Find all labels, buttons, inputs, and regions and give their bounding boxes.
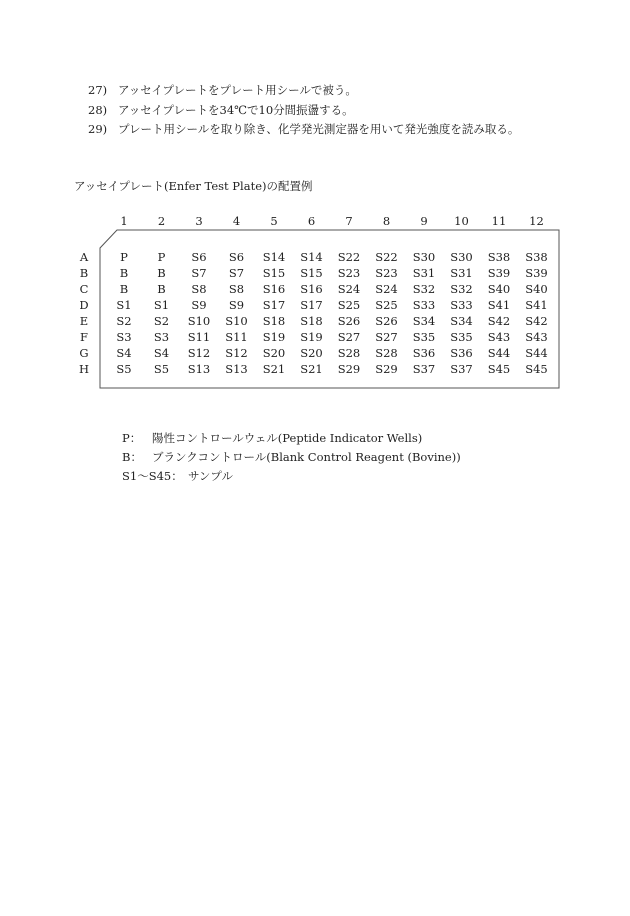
well-cell: S29 xyxy=(337,362,361,376)
well-cell: S21 xyxy=(262,362,286,376)
legend-key: B： xyxy=(122,450,142,464)
well-cell: S17 xyxy=(262,298,286,312)
well-cell: S33 xyxy=(450,298,473,312)
well-cell: S6 xyxy=(228,250,245,264)
well-cell: S10 xyxy=(225,314,248,328)
well-cell: S6 xyxy=(191,250,207,264)
column-header: 10 xyxy=(454,214,469,228)
well-cell: S5 xyxy=(153,362,170,376)
well-cell: S25 xyxy=(375,298,398,312)
well-cell: S15 xyxy=(262,266,286,280)
row-label: E xyxy=(79,314,89,328)
well-cell: S11 xyxy=(187,330,211,344)
well-cell: S14 xyxy=(300,250,323,264)
well-cell: P xyxy=(157,250,166,264)
well-cell: S14 xyxy=(262,250,286,264)
well-cell: S23 xyxy=(375,266,398,280)
well-cell: S42 xyxy=(487,314,511,328)
column-header: 2 xyxy=(157,214,166,228)
legend-b xyxy=(122,449,461,465)
well-cell: S1 xyxy=(153,298,170,312)
well-cell: S11 xyxy=(225,330,248,344)
well-cell: S43 xyxy=(525,330,548,344)
well-cell: B xyxy=(119,282,129,296)
well-cell: S34 xyxy=(450,314,473,328)
well-cell: S4 xyxy=(153,346,170,360)
column-header: 7 xyxy=(345,214,353,228)
well-cell: S28 xyxy=(375,346,398,360)
well-cell: S30 xyxy=(412,250,436,264)
well-cell: S26 xyxy=(337,314,361,328)
well-cell: B xyxy=(119,266,129,280)
step-text: プレート用シールを取り除き、化学発光測定器を用いて発光強度を読み取る。 xyxy=(118,122,520,136)
well-cell: S12 xyxy=(225,346,248,360)
step-number: 29) xyxy=(88,122,108,136)
legend-s xyxy=(122,468,233,484)
well-cell: S27 xyxy=(337,330,361,344)
legend-text: 陽性コントロールウェル(Peptide Indicator Wells) xyxy=(152,431,423,445)
well-cell: S32 xyxy=(450,282,473,296)
well-cell: S27 xyxy=(375,330,398,344)
well-cell: P xyxy=(120,250,128,264)
well-cell: S20 xyxy=(262,346,286,360)
well-cell: S19 xyxy=(262,330,286,344)
well-cell: S40 xyxy=(487,282,511,296)
well-cell: S35 xyxy=(412,330,436,344)
column-header: 6 xyxy=(307,214,316,228)
well-cell: S10 xyxy=(187,314,211,328)
well-cell: S25 xyxy=(337,298,361,312)
well-cell: S16 xyxy=(300,282,323,296)
well-cell: S40 xyxy=(525,282,548,296)
well-cell: S18 xyxy=(262,314,286,328)
row-label: D xyxy=(79,298,89,312)
well-cell: S4 xyxy=(116,346,132,360)
well-cell: B xyxy=(157,282,166,296)
well-cell: S22 xyxy=(337,250,361,264)
column-header: 1 xyxy=(120,214,128,228)
well-cell: S34 xyxy=(412,314,436,328)
well-cell: S38 xyxy=(487,250,511,264)
well-cell: S37 xyxy=(412,362,436,376)
well-cell: S21 xyxy=(300,362,323,376)
well-cell: S16 xyxy=(262,282,286,296)
well-cell: S3 xyxy=(153,330,170,344)
well-cell: S15 xyxy=(300,266,323,280)
well-cell: S32 xyxy=(412,282,436,296)
legend-key: S1～S45： xyxy=(122,469,183,483)
well-cell: S8 xyxy=(228,282,245,296)
legend-text: サンプル xyxy=(188,469,233,483)
well-cell: S2 xyxy=(153,314,170,328)
well-cell: S45 xyxy=(487,362,511,376)
well-cell: S45 xyxy=(525,362,548,376)
well-cell: S35 xyxy=(450,330,473,344)
layout-title: アッセイプレート(Enfer Test Plate)の配置例 xyxy=(74,179,313,193)
well-cell: S33 xyxy=(412,298,436,312)
step-number: 27) xyxy=(88,83,108,97)
column-header: 12 xyxy=(529,214,544,228)
well-cell: S23 xyxy=(337,266,361,280)
well-cell: S13 xyxy=(187,362,211,376)
step-text: アッセイプレートを34℃で10分間振盪する。 xyxy=(118,103,354,117)
row-label: C xyxy=(79,282,89,296)
well-cell: S42 xyxy=(525,314,548,328)
row-label: F xyxy=(80,330,88,344)
legend-p xyxy=(122,430,422,446)
well-cell: S30 xyxy=(450,250,473,264)
well-cell: S28 xyxy=(337,346,361,360)
well-cell: S2 xyxy=(116,314,132,328)
well-cell: S13 xyxy=(225,362,248,376)
well-cell: S9 xyxy=(191,298,207,312)
well-cell: S17 xyxy=(300,298,323,312)
well-cell: S1 xyxy=(116,298,132,312)
well-cell: S44 xyxy=(487,346,511,360)
well-cell: S41 xyxy=(525,298,548,312)
well-cell: S22 xyxy=(375,250,398,264)
well-cell: S39 xyxy=(487,266,511,280)
well-cell: S44 xyxy=(525,346,548,360)
well-cell: S36 xyxy=(412,346,436,360)
well-cell: S20 xyxy=(300,346,323,360)
well-cell: B xyxy=(157,266,166,280)
well-cell: S8 xyxy=(191,282,207,296)
step-text: アッセイプレートをプレート用シールで被う。 xyxy=(118,83,357,97)
well-cell: S3 xyxy=(116,330,132,344)
well-cell: S12 xyxy=(187,346,211,360)
well-cell: S24 xyxy=(337,282,361,296)
row-label: G xyxy=(79,346,89,360)
column-header: 5 xyxy=(270,214,278,228)
well-cell: S41 xyxy=(487,298,511,312)
well-cell: S39 xyxy=(525,266,548,280)
well-cell: S7 xyxy=(191,266,207,280)
well-cell: S18 xyxy=(300,314,323,328)
row-label: H xyxy=(78,362,90,376)
well-cell: S9 xyxy=(228,298,245,312)
row-label: B xyxy=(79,266,89,280)
well-cell: S26 xyxy=(375,314,398,328)
well-cell: S31 xyxy=(450,266,473,280)
well-cell: S19 xyxy=(300,330,323,344)
well-cell: S24 xyxy=(375,282,398,296)
row-label: A xyxy=(79,250,89,264)
column-header: 11 xyxy=(491,214,507,228)
column-header: 4 xyxy=(232,214,241,228)
column-header: 9 xyxy=(420,214,428,228)
column-header: 8 xyxy=(382,214,391,228)
well-cell: S38 xyxy=(525,250,548,264)
well-cell: S36 xyxy=(450,346,473,360)
well-cell: S5 xyxy=(116,362,132,376)
well-cell: S31 xyxy=(412,266,436,280)
well-cell: S37 xyxy=(450,362,473,376)
well-cell: S29 xyxy=(375,362,398,376)
column-header: 3 xyxy=(195,214,203,228)
legend-key: P： xyxy=(122,431,142,445)
well-cell: S7 xyxy=(228,266,245,280)
well-cell: S43 xyxy=(487,330,511,344)
step-number: 28) xyxy=(88,103,108,117)
legend-text: ブランクコントロール(Blank Control Reagent (Bovine)) xyxy=(152,450,461,464)
